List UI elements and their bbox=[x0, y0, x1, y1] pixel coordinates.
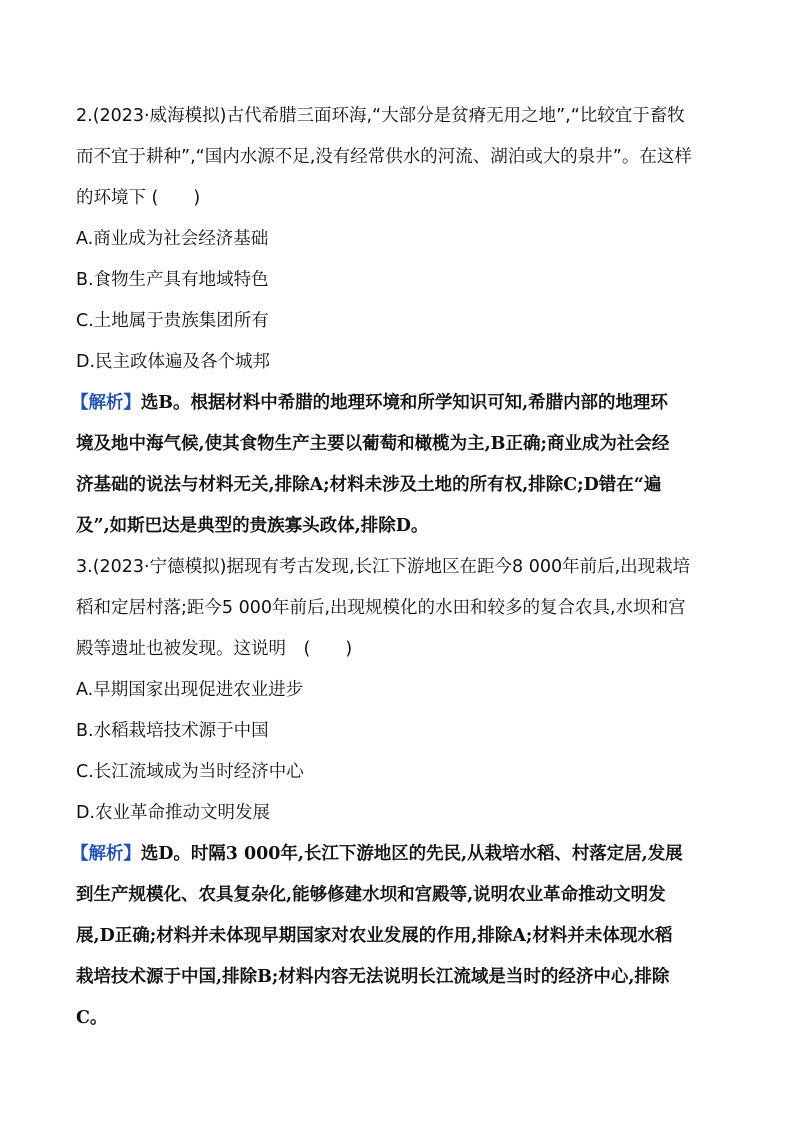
question-3-option-c: C.长江流域成为当时经济中心 bbox=[76, 762, 304, 782]
question-2-analysis bbox=[71, 383, 722, 547]
question-3-line-2: 稻和定居村落;距今5 000年前后,出现规模化的水田和较多的复合农具,水坝和宫 bbox=[76, 598, 686, 618]
question-2-line-2: 而不宜于耕种”,“国内水源不足,没有经常供水的河流、湖泊或大的泉井”。在这样 bbox=[76, 147, 692, 167]
question-2 bbox=[71, 96, 722, 547]
analysis-label: 【解析】 bbox=[71, 844, 141, 864]
question-2-analysis-line-3: 济基础的说法与材料无关,排除A;材料未涉及土地的所有权,排除C;D错在“遍 bbox=[76, 475, 662, 495]
question-2-line-3: 的环境下 ( ) bbox=[76, 188, 201, 208]
question-3-analysis-text-1: 选D。时隔3 000年,长江下游地区的先民,从栽培水稻、村落定居,发展 bbox=[140, 844, 683, 864]
question-3-analysis-line-2: 到生产规模化、农具复杂化,能够修建水坝和宫殿等,说明农业革命推动文明发 bbox=[76, 885, 666, 905]
question-3-line-3: 殿等遗址也被发现。这说明 ( ) bbox=[76, 639, 353, 659]
question-3-analysis-line-3: 展,D正确;材料并未体现早期国家对农业发展的作用,排除A;材料并未体现水稻 bbox=[76, 926, 673, 946]
question-3-analysis-line-1 bbox=[71, 834, 722, 875]
question-3-analysis-line-4: 栽培技术源于中国,排除B;材料内容无法说明长江流域是当时的经济中心,排除 bbox=[76, 967, 670, 987]
question-2-analysis-line-2: 境及地中海气候,使其食物生产主要以葡萄和橄榄为主,B正确;商业成为社会经 bbox=[76, 434, 670, 454]
question-2-analysis-line-1 bbox=[71, 383, 722, 424]
question-3-option-b: B.水稻栽培技术源于中国 bbox=[76, 721, 269, 741]
question-2-option-a: A.商业成为社会经济基础 bbox=[76, 229, 269, 249]
question-3-analysis-line-5: C。 bbox=[76, 1008, 108, 1028]
question-2-option-b: B.食物生产具有地域特色 bbox=[76, 270, 269, 290]
analysis-label: 【解析】 bbox=[71, 393, 141, 413]
question-2-line-1: 2.(2023·威海模拟)古代希腊三面环海,“大部分是贫瘠无用之地”,“比较宜于畜牧 bbox=[76, 106, 685, 126]
question-2-analysis-line-4: 及”,如斯巴达是典型的贵族寡头政体,排除D。 bbox=[76, 516, 429, 536]
question-2-analysis-text-1: 选B。根据材料中希腊的地理环境和所学知识可知,希腊内部的地理环 bbox=[140, 393, 668, 413]
question-3 bbox=[71, 547, 722, 1039]
question-3-option-a: A.早期国家出现促进农业进步 bbox=[76, 680, 304, 700]
question-3-analysis bbox=[71, 834, 722, 1039]
question-3-option-d: D.农业革命推动文明发展 bbox=[76, 803, 271, 823]
question-3-line-1: 3.(2023·宁德模拟)据现有考古发现,长江下游地区在距今8 000年前后,出现栽培 bbox=[76, 557, 691, 577]
question-2-option-c: C.土地属于贵族集团所有 bbox=[76, 311, 269, 331]
question-2-option-d: D.民主政体遍及各个城邦 bbox=[76, 352, 271, 372]
document-content bbox=[71, 96, 722, 1039]
